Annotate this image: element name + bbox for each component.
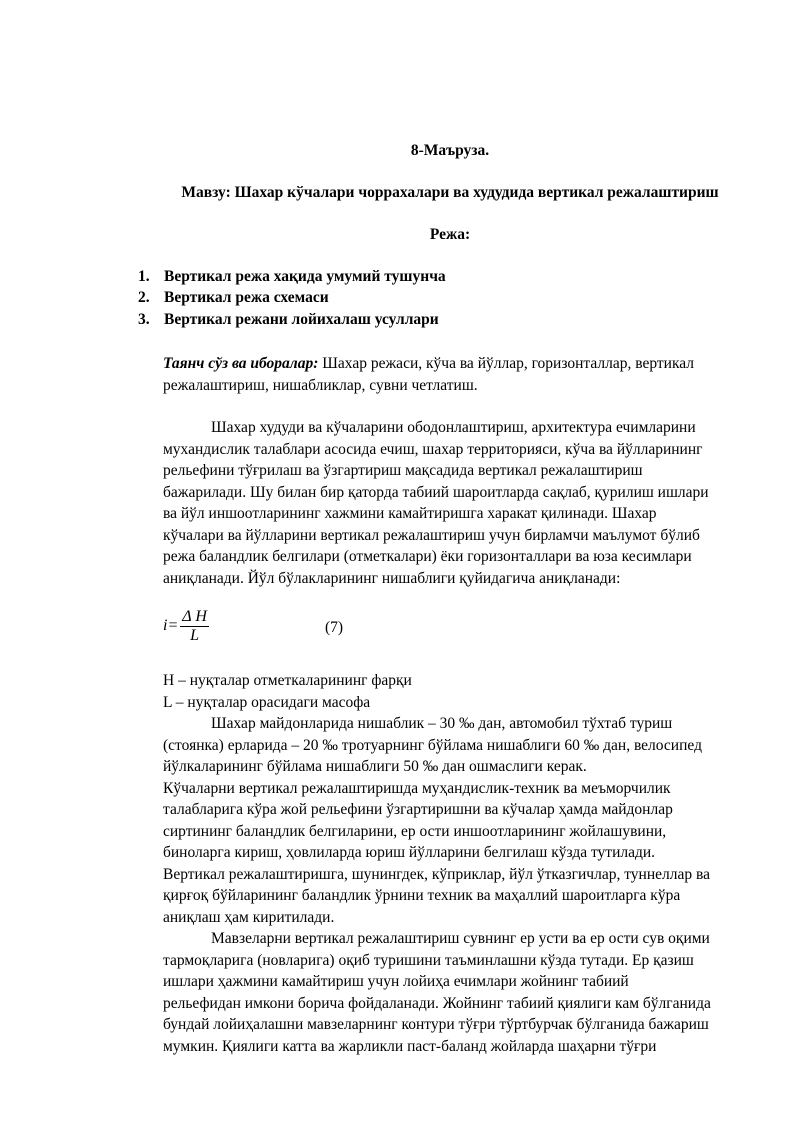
plan-item-text: Вертикал режа хақида умумий тушунча — [164, 268, 446, 285]
formula-denominator: L — [190, 627, 200, 644]
text-line: Кўчаларни вертикал режалаштиришда муҳандислик-техник ва меъморчилик — [163, 779, 671, 797]
text-line: сиртининг баландлик белгиларини, ер ости иншоотларининг жойлашувини, — [163, 822, 667, 840]
text-line: тармоқларига (новларига) оқиб туришини таъминлашни кўзда тутади. Ер қазиш — [163, 951, 694, 969]
lecture-title: 8-Маъруза. — [410, 142, 490, 159]
plan-item-text: Вертикал режа схемаси — [164, 289, 329, 306]
text-line: режа баландлик белгилари (отметкалари) ёки горизонталлари ва юза кесимлари — [163, 548, 692, 565]
keywords-text-cont: режалаштириш, нишабликлар, сувни четлатиш. — [163, 376, 478, 394]
plan-item-number: 3. — [138, 311, 150, 328]
keywords-label: Таянч сўз ва иборалар: — [163, 355, 319, 372]
slope-formula — [163, 608, 209, 645]
formula-fraction — [180, 608, 209, 645]
text-line: аниқлаш ҳам киритилади. — [163, 908, 335, 926]
plan-item-number: 2. — [138, 289, 150, 306]
text-line: аниқланади. Йўл бўлакларининг нишаблиги қуйидагича аниқланади: — [163, 569, 621, 587]
text-line: рельефидан имкони борича фойдаланади. Жойнинг табиий қиялиги кам бўлганида — [163, 994, 711, 1012]
plan-item-text: Вертикал режани лойихалаш усуллари — [164, 311, 439, 328]
definition-line: H – нуқталар отметкаларининг фарқи — [163, 672, 412, 689]
plan-heading: Режа: — [429, 226, 471, 243]
keywords-paragraph — [163, 353, 743, 396]
text-line: ва йўл иншоотларининг хажмини камайтиришга харакат қилинади. Шахар — [163, 505, 657, 522]
text-line: (стоянка) ерларида – 20 ‰ тротуарнинг бўйлама нишаблиги 60 ‰ дан, велосипед — [163, 736, 702, 754]
text-line: Мавзеларни вертикал режалаштириш сувнинг ер усти ва ер ости сув оқими — [211, 930, 710, 947]
definitions-and-paragraph — [163, 670, 743, 1057]
plan-item — [138, 268, 446, 286]
definition-line: L – нуқталар орасидаги масофа — [163, 693, 371, 711]
keywords-text: Шахар режаси, кўча ва йўллар, горизонталлар, вертикал — [318, 355, 695, 372]
text-line: йўлкаларининг бўйлама нишаблиги 50 ‰ дан ошмаслиги керак. — [163, 758, 587, 775]
plan-item-number: 1. — [138, 268, 150, 285]
text-line: рельефини тўғрилаш ва ўзгартириш мақсадида вертикал режалаштириш — [163, 462, 643, 479]
text-line: бундай лойиҳалашни мавзеларнинг контури тўғри тўртбурчак бўлганида бажариш — [163, 1016, 709, 1033]
text-line: талабларига кўра жой рельефини ўзгартиришни ва кўчалар ҳамда майдонлар — [163, 801, 673, 818]
text-line: ишлари ҳажмини камайтириш учун лойиҳа ечимлари жойнинг табиий — [163, 973, 629, 990]
text-line: Шахар худуди ва кўчаларини ободонлаштириш, архитектура ечимларини — [211, 419, 696, 436]
text-line: Шахар майдонларида нишаблик – 30 ‰ дан, автомобил тўхтаб туриш — [211, 715, 673, 732]
formula-numerator: Δ H — [182, 608, 207, 625]
text-line: қирғоқ бўйларининг баландлик ўрнини техник ва маҳаллий шароитларга кўра — [163, 887, 681, 904]
text-line: кўчалари ва йўлларини вертикал режалаштириш учун бирламчи маълумот бўлиб — [163, 526, 700, 544]
text-line: бажарилади. Шу билан бир қаторда табиий шароитларда сақлаб, қурилиш ишлари — [163, 483, 709, 501]
plan-item — [138, 311, 439, 329]
plan-item — [138, 289, 329, 307]
text-line: Вертикал режалаштиришга, шунингдек, кўприклар, йўл ўтказгичлар, туннеллар ва — [163, 865, 710, 883]
equation-number: (7) — [325, 619, 344, 636]
text-line: биноларга кириш, ҳовлиларда юриш йўлларини белгилаш кўзда тутилади. — [163, 844, 656, 861]
paragraph-intro — [163, 417, 743, 589]
text-line: мухандислик талаблари асосида ечиш, шахар территорияси, кўча ва йўлларининг — [163, 440, 703, 458]
text-line: мумкин. Қиялиги катта ва жарликли паст-баланд жойларда шаҳарни тўғри — [163, 1037, 657, 1055]
topic-heading: Мавзу: Шахар кўчалари чоррахалари ва худудида вертикал режалаштириш — [181, 184, 719, 201]
formula-lhs: i= — [163, 617, 179, 635]
